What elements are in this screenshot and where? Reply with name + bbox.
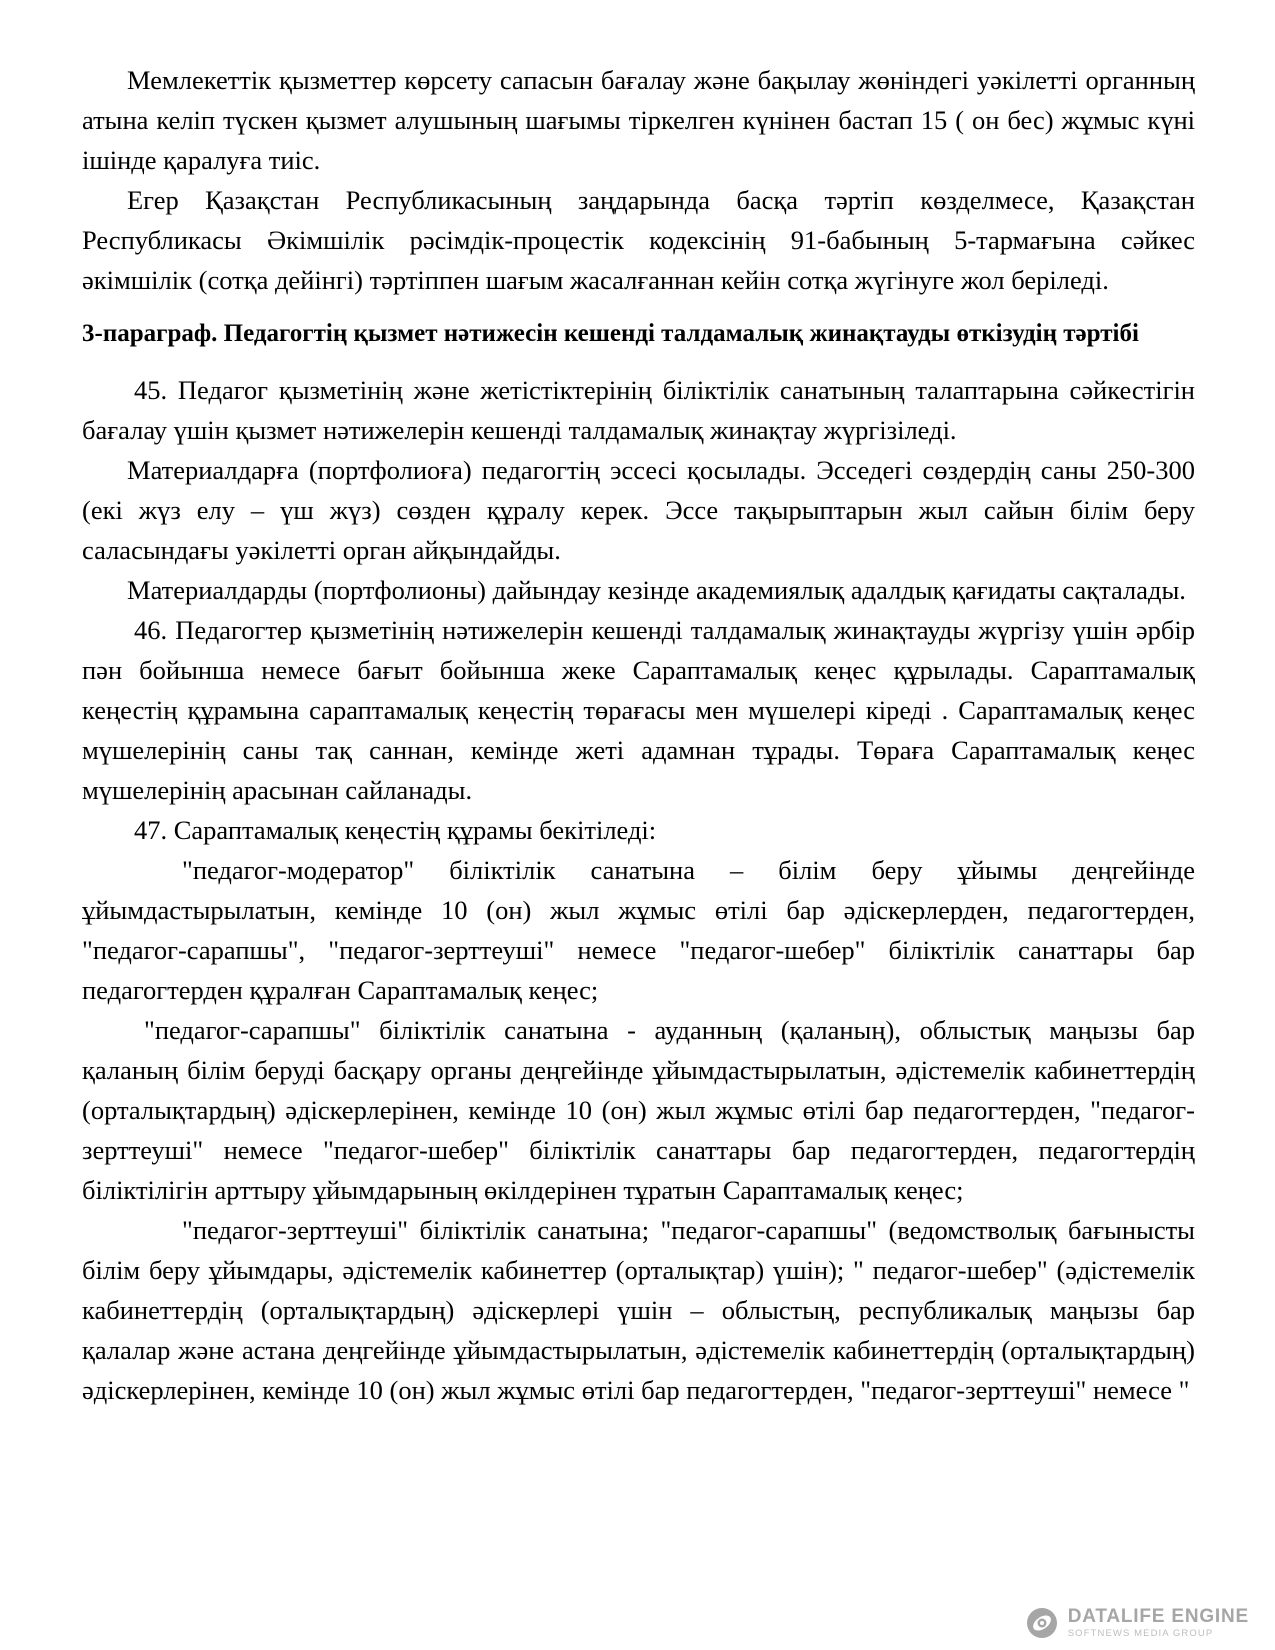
paragraph-pedagog-zertteushi: "педагог-зерттеуші" біліктілік санатына; "педагог-сарапшы" (ведомстволық бағынысты білім беру ұйымдары, әдістемелік кабинеттер (орталықтар) үшін); " педагог-шебер" (әдістемелік кабинеттердің (орталықтардың) әдіскерлері үшін – облыстың, республикалық маңызы бар қалалар және астана деңгейінде ұйымдастырылатын, әдістемелік кабинеттердің (орталықтардың) әдіскерлерінен, кемінде 10 (он) жыл жұмыс өтілі бар педагогтерден, "педагог-зерттеуші" немесе " (82, 1215, 1195, 1405)
paragraph-portfolio-essay: Материалдарға (портфолиоға) педагогтің эссесі қосылады. Эсседегі сөздердің саны 250-300 (екі жүз елу – үш жүз) сөзден құралу керек. Эссе тақырыптарын жыл сайын білім беру саласындағы уәкілетті орган айқындайды. (82, 455, 1195, 565)
paragraph-pedagog-sarapshy: "педагог-сарапшы" біліктілік санатына - ауданның (қаланың), облыстық маңызы бар қаланың білім беруді басқару органы деңгейінде ұйымдастырылатын, әдістемелік кабинеттердің (орталықтардың) әдіскерлерінен, кемінде 10 (он) жыл жұмыс өтілі бар педагогтерден, "педагог-зерттеуші" немесе "педагог-шебер" біліктілік санаттары бар педагогтерден, педагогтердің біліктілігін арттыру ұйымдарының өкілдерінен тұратын Сараптамалық кеңес; (82, 1015, 1195, 1205)
document-body (82, 60, 1195, 1410)
paragraph-appeal-to-court: Егер Қазақстан Республикасының заңдарында басқа тәртіп көзделмесе, Қазақстан Республикасы Әкімшілік рәсімдік-процестік кодексінің 91-бабының 5-тармағына сәйкес әкімшілік (сотқа дейінгі) тәртіппен шағым жасалғаннан кейін сотқа жүгінуге жол беріледі. (82, 185, 1195, 295)
paragraph-item-46: 46. Педагогтер қызметінің нәтижелерін кешенді талдамалық жинақтауды жүргізу үшін әрбір пән бойынша немесе бағыт бойынша жеке Сараптамалық кеңес құрылады. Сараптамалық кеңестің құрамына сараптамалық кеңестің төрағасы мен мүшелері кіреді . Сараптамалық кеңес мүшелерінің саны тақ саннан, кемінде жеті адамнан тұрады. Төраға Сараптамалық кеңес мүшелерінің арасынан сайланады. (82, 615, 1195, 805)
logo-subtitle: SOFTNEWS MEDIA GROUP (1067, 1628, 1214, 1640)
logo-text (1068, 1607, 1249, 1639)
paragraph-complaint-review: Мемлекеттік қызметтер көрсету сапасын бағалау және бақылау жөніндегі уәкілетті органның атына келіп түскен қызмет алушының шағымы тіркелген күнінен бастап 15 ( он бес) жұмыс күні ішінде қаралуға тиіс. (82, 65, 1195, 175)
paragraph-item-47: 47. Сараптамалық кеңестің құрамы бекітіледі: (134, 815, 657, 845)
datalife-eye-icon (1025, 1606, 1059, 1640)
paragraph-academic-integrity: Материалдарды (портфолионы) дайындау кезінде академиялық адалдық қағидаты сақталады. (127, 575, 1186, 605)
logo-title: DATALIFE ENGINE (1067, 1606, 1249, 1628)
section-heading-paragraph-3: 3-параграф. Педагогтің қызмет нәтижесін кешенді талдамалық жинақтауды өткізудің тәртібі (82, 320, 1139, 347)
datalife-engine-logo (1025, 1606, 1249, 1640)
paragraph-item-45: 45. Педагог қызметінің және жетістіктерінің біліктілік санатының талаптарына сәйкестігін бағалау үшін қызмет нәтижелерін кешенді талдамалық жинақтау жүргізіледі. (82, 375, 1195, 445)
paragraph-pedagog-moderator: "педагог-модератор" біліктілік санатына – білім беру ұйымы деңгейінде ұйымдастырылатын, кемінде 10 (он) жыл жұмыс өтілі бар әдіскерлерден, педагогтерден, "педагог-сарапшы", "педагог-зерттеуші" немесе "педагог-шебер" біліктілік санаттары бар педагогтерден құралған Сараптамалық кеңес; (82, 855, 1195, 1005)
